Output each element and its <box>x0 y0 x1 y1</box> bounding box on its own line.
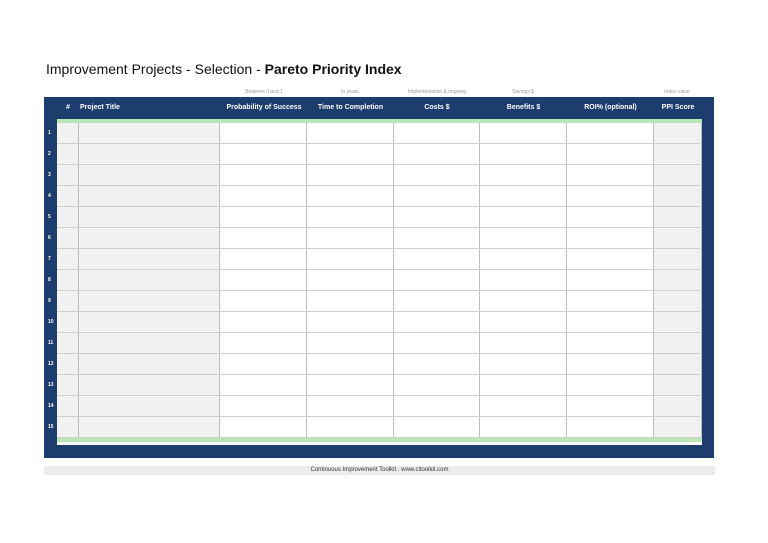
cell-roi[interactable] <box>567 396 654 416</box>
cell-ppi <box>654 165 702 185</box>
cell-prob[interactable] <box>220 249 307 269</box>
cell-num <box>57 333 79 353</box>
cell-time[interactable] <box>307 228 394 248</box>
cell-prob[interactable] <box>220 207 307 227</box>
cell-roi[interactable] <box>567 354 654 374</box>
project-table <box>44 97 714 458</box>
cell-ppi <box>654 123 702 143</box>
cell-ppi <box>654 207 702 227</box>
cell-roi[interactable] <box>567 417 654 437</box>
cell-prob[interactable] <box>220 333 307 353</box>
cell-title <box>79 375 220 395</box>
cell-costs[interactable] <box>394 228 480 248</box>
cell-time[interactable] <box>307 312 394 332</box>
cell-title <box>79 333 220 353</box>
column-hints <box>0 89 768 97</box>
cell-prob[interactable] <box>220 375 307 395</box>
table-row <box>48 375 702 396</box>
table-row <box>48 186 702 207</box>
table-row <box>48 396 702 417</box>
cell-prob[interactable] <box>220 270 307 290</box>
row-number: 7 <box>48 256 51 262</box>
cell-benefits[interactable] <box>480 417 567 437</box>
row-number: 1 <box>48 130 51 136</box>
cell-title <box>79 165 220 185</box>
cell-roi[interactable] <box>567 228 654 248</box>
cell-ppi <box>654 249 702 269</box>
col-header-ppi: PPI Score <box>661 104 695 111</box>
cell-costs[interactable] <box>394 375 480 395</box>
table-row <box>48 354 702 375</box>
cell-benefits[interactable] <box>480 123 567 143</box>
cell-num <box>57 207 79 227</box>
cell-costs[interactable] <box>394 207 480 227</box>
cell-title <box>79 417 220 437</box>
cell-title <box>79 228 220 248</box>
cell-num <box>57 144 79 164</box>
table-row <box>48 123 702 144</box>
row-number: 15 <box>48 424 54 430</box>
hint-ppi: Index value <box>664 89 690 95</box>
cell-roi[interactable] <box>567 375 654 395</box>
cell-prob[interactable] <box>220 165 307 185</box>
col-header-probability: Probability of Success <box>226 104 302 111</box>
col-header-roi: ROI% (optional) <box>584 104 637 111</box>
cell-time[interactable] <box>307 354 394 374</box>
title-emphasis: Pareto Priority Index <box>264 61 402 77</box>
cell-prob[interactable] <box>220 417 307 437</box>
row-number: 2 <box>48 151 51 157</box>
cell-time[interactable] <box>307 186 394 206</box>
cell-benefits[interactable] <box>480 165 567 185</box>
cell-prob[interactable] <box>220 312 307 332</box>
cell-ppi <box>654 375 702 395</box>
cell-time[interactable] <box>307 291 394 311</box>
cell-num <box>57 186 79 206</box>
page-footer: Continuous Improvement Toolkit . www.citoolkit.com <box>44 466 715 475</box>
cell-title <box>79 396 220 416</box>
cell-roi[interactable] <box>567 207 654 227</box>
cell-title <box>79 312 220 332</box>
cell-num <box>57 270 79 290</box>
cell-time[interactable] <box>307 144 394 164</box>
cell-benefits[interactable] <box>480 228 567 248</box>
cell-prob[interactable] <box>220 123 307 143</box>
cell-costs[interactable] <box>394 396 480 416</box>
cell-roi[interactable] <box>567 144 654 164</box>
col-header-benefits: Benefits $ <box>506 104 541 111</box>
cell-benefits[interactable] <box>480 333 567 353</box>
cell-title <box>79 207 220 227</box>
cell-prob[interactable] <box>220 228 307 248</box>
cell-costs[interactable] <box>394 312 480 332</box>
cell-time[interactable] <box>307 165 394 185</box>
cell-prob[interactable] <box>220 144 307 164</box>
row-number: 4 <box>48 193 51 199</box>
col-header-num: # <box>66 104 70 111</box>
cell-ppi <box>654 312 702 332</box>
cell-benefits[interactable] <box>480 396 567 416</box>
table-header <box>44 97 714 119</box>
page-title <box>46 61 402 77</box>
cell-num <box>57 123 79 143</box>
cell-time[interactable] <box>307 333 394 353</box>
cell-costs[interactable] <box>394 333 480 353</box>
table-row <box>48 291 702 312</box>
cell-title <box>79 354 220 374</box>
cell-costs[interactable] <box>394 123 480 143</box>
cell-title <box>79 186 220 206</box>
row-number: 9 <box>48 298 51 304</box>
cell-time[interactable] <box>307 396 394 416</box>
cell-costs[interactable] <box>394 354 480 374</box>
cell-num <box>57 417 79 437</box>
cell-ppi <box>654 396 702 416</box>
cell-time[interactable] <box>307 270 394 290</box>
cell-time[interactable] <box>307 417 394 437</box>
cell-roi[interactable] <box>567 165 654 185</box>
cell-num <box>57 396 79 416</box>
cell-ppi <box>654 354 702 374</box>
col-header-costs: Costs $ <box>424 104 450 111</box>
cell-benefits[interactable] <box>480 312 567 332</box>
table-row <box>48 249 702 270</box>
row-number: 3 <box>48 172 51 178</box>
title-prefix: Improvement Projects - Selection - <box>46 61 265 77</box>
cell-title <box>79 144 220 164</box>
table-row <box>48 228 702 249</box>
table-row <box>48 144 702 165</box>
cell-time[interactable] <box>307 123 394 143</box>
cell-prob[interactable] <box>220 291 307 311</box>
cell-ppi <box>654 228 702 248</box>
cell-ppi <box>654 186 702 206</box>
cell-prob[interactable] <box>220 354 307 374</box>
hint-probability: Between 0 and 1 <box>245 89 283 95</box>
table-row <box>48 333 702 354</box>
cell-costs[interactable] <box>394 186 480 206</box>
cell-roi[interactable] <box>567 186 654 206</box>
cell-roi[interactable] <box>567 291 654 311</box>
row-number: 12 <box>48 361 54 367</box>
cell-num <box>57 228 79 248</box>
cell-prob[interactable] <box>220 186 307 206</box>
cell-num <box>57 354 79 374</box>
row-number: 11 <box>48 340 54 346</box>
col-header-time: Time to Completion <box>317 104 384 111</box>
table-row <box>48 312 702 333</box>
cell-costs[interactable] <box>394 291 480 311</box>
cell-costs[interactable] <box>394 270 480 290</box>
row-number: 13 <box>48 382 54 388</box>
cell-prob[interactable] <box>220 396 307 416</box>
cell-roi[interactable] <box>567 312 654 332</box>
row-number: 5 <box>48 214 51 220</box>
cell-roi[interactable] <box>567 123 654 143</box>
cell-time[interactable] <box>307 249 394 269</box>
table-rows <box>48 123 702 438</box>
cell-time[interactable] <box>307 375 394 395</box>
cell-num <box>57 375 79 395</box>
cell-benefits[interactable] <box>480 207 567 227</box>
cell-ppi <box>654 417 702 437</box>
table-row <box>48 207 702 228</box>
table-row <box>48 270 702 291</box>
cell-time[interactable] <box>307 207 394 227</box>
cell-benefits[interactable] <box>480 354 567 374</box>
cell-benefits[interactable] <box>480 249 567 269</box>
hint-time: In years <box>341 89 359 95</box>
hint-benefits: Savings $ <box>512 89 534 95</box>
table-row <box>48 165 702 186</box>
table-row <box>48 417 702 438</box>
cell-title <box>79 291 220 311</box>
row-number: 6 <box>48 235 51 241</box>
cell-roi[interactable] <box>567 333 654 353</box>
cell-costs[interactable] <box>394 249 480 269</box>
cell-roi[interactable] <box>567 249 654 269</box>
cell-ppi <box>654 144 702 164</box>
row-number: 14 <box>48 403 54 409</box>
cell-num <box>57 312 79 332</box>
table-grid <box>48 119 702 445</box>
cell-ppi <box>654 270 702 290</box>
row-number: 10 <box>48 319 54 325</box>
footer-accent-bar <box>57 438 702 442</box>
row-number: 8 <box>48 277 51 283</box>
cell-ppi <box>654 291 702 311</box>
hint-costs: Implementation & ongoing <box>407 89 467 95</box>
cell-benefits[interactable] <box>480 291 567 311</box>
cell-roi[interactable] <box>567 270 654 290</box>
cell-title <box>79 270 220 290</box>
cell-title <box>79 123 220 143</box>
cell-benefits[interactable] <box>480 186 567 206</box>
cell-costs[interactable] <box>394 144 480 164</box>
cell-benefits[interactable] <box>480 144 567 164</box>
cell-num <box>57 291 79 311</box>
col-header-title: Project Title <box>80 104 120 111</box>
cell-num <box>57 249 79 269</box>
cell-title <box>79 249 220 269</box>
cell-costs[interactable] <box>394 417 480 437</box>
cell-benefits[interactable] <box>480 270 567 290</box>
cell-costs[interactable] <box>394 165 480 185</box>
cell-benefits[interactable] <box>480 375 567 395</box>
cell-ppi <box>654 333 702 353</box>
cell-num <box>57 165 79 185</box>
